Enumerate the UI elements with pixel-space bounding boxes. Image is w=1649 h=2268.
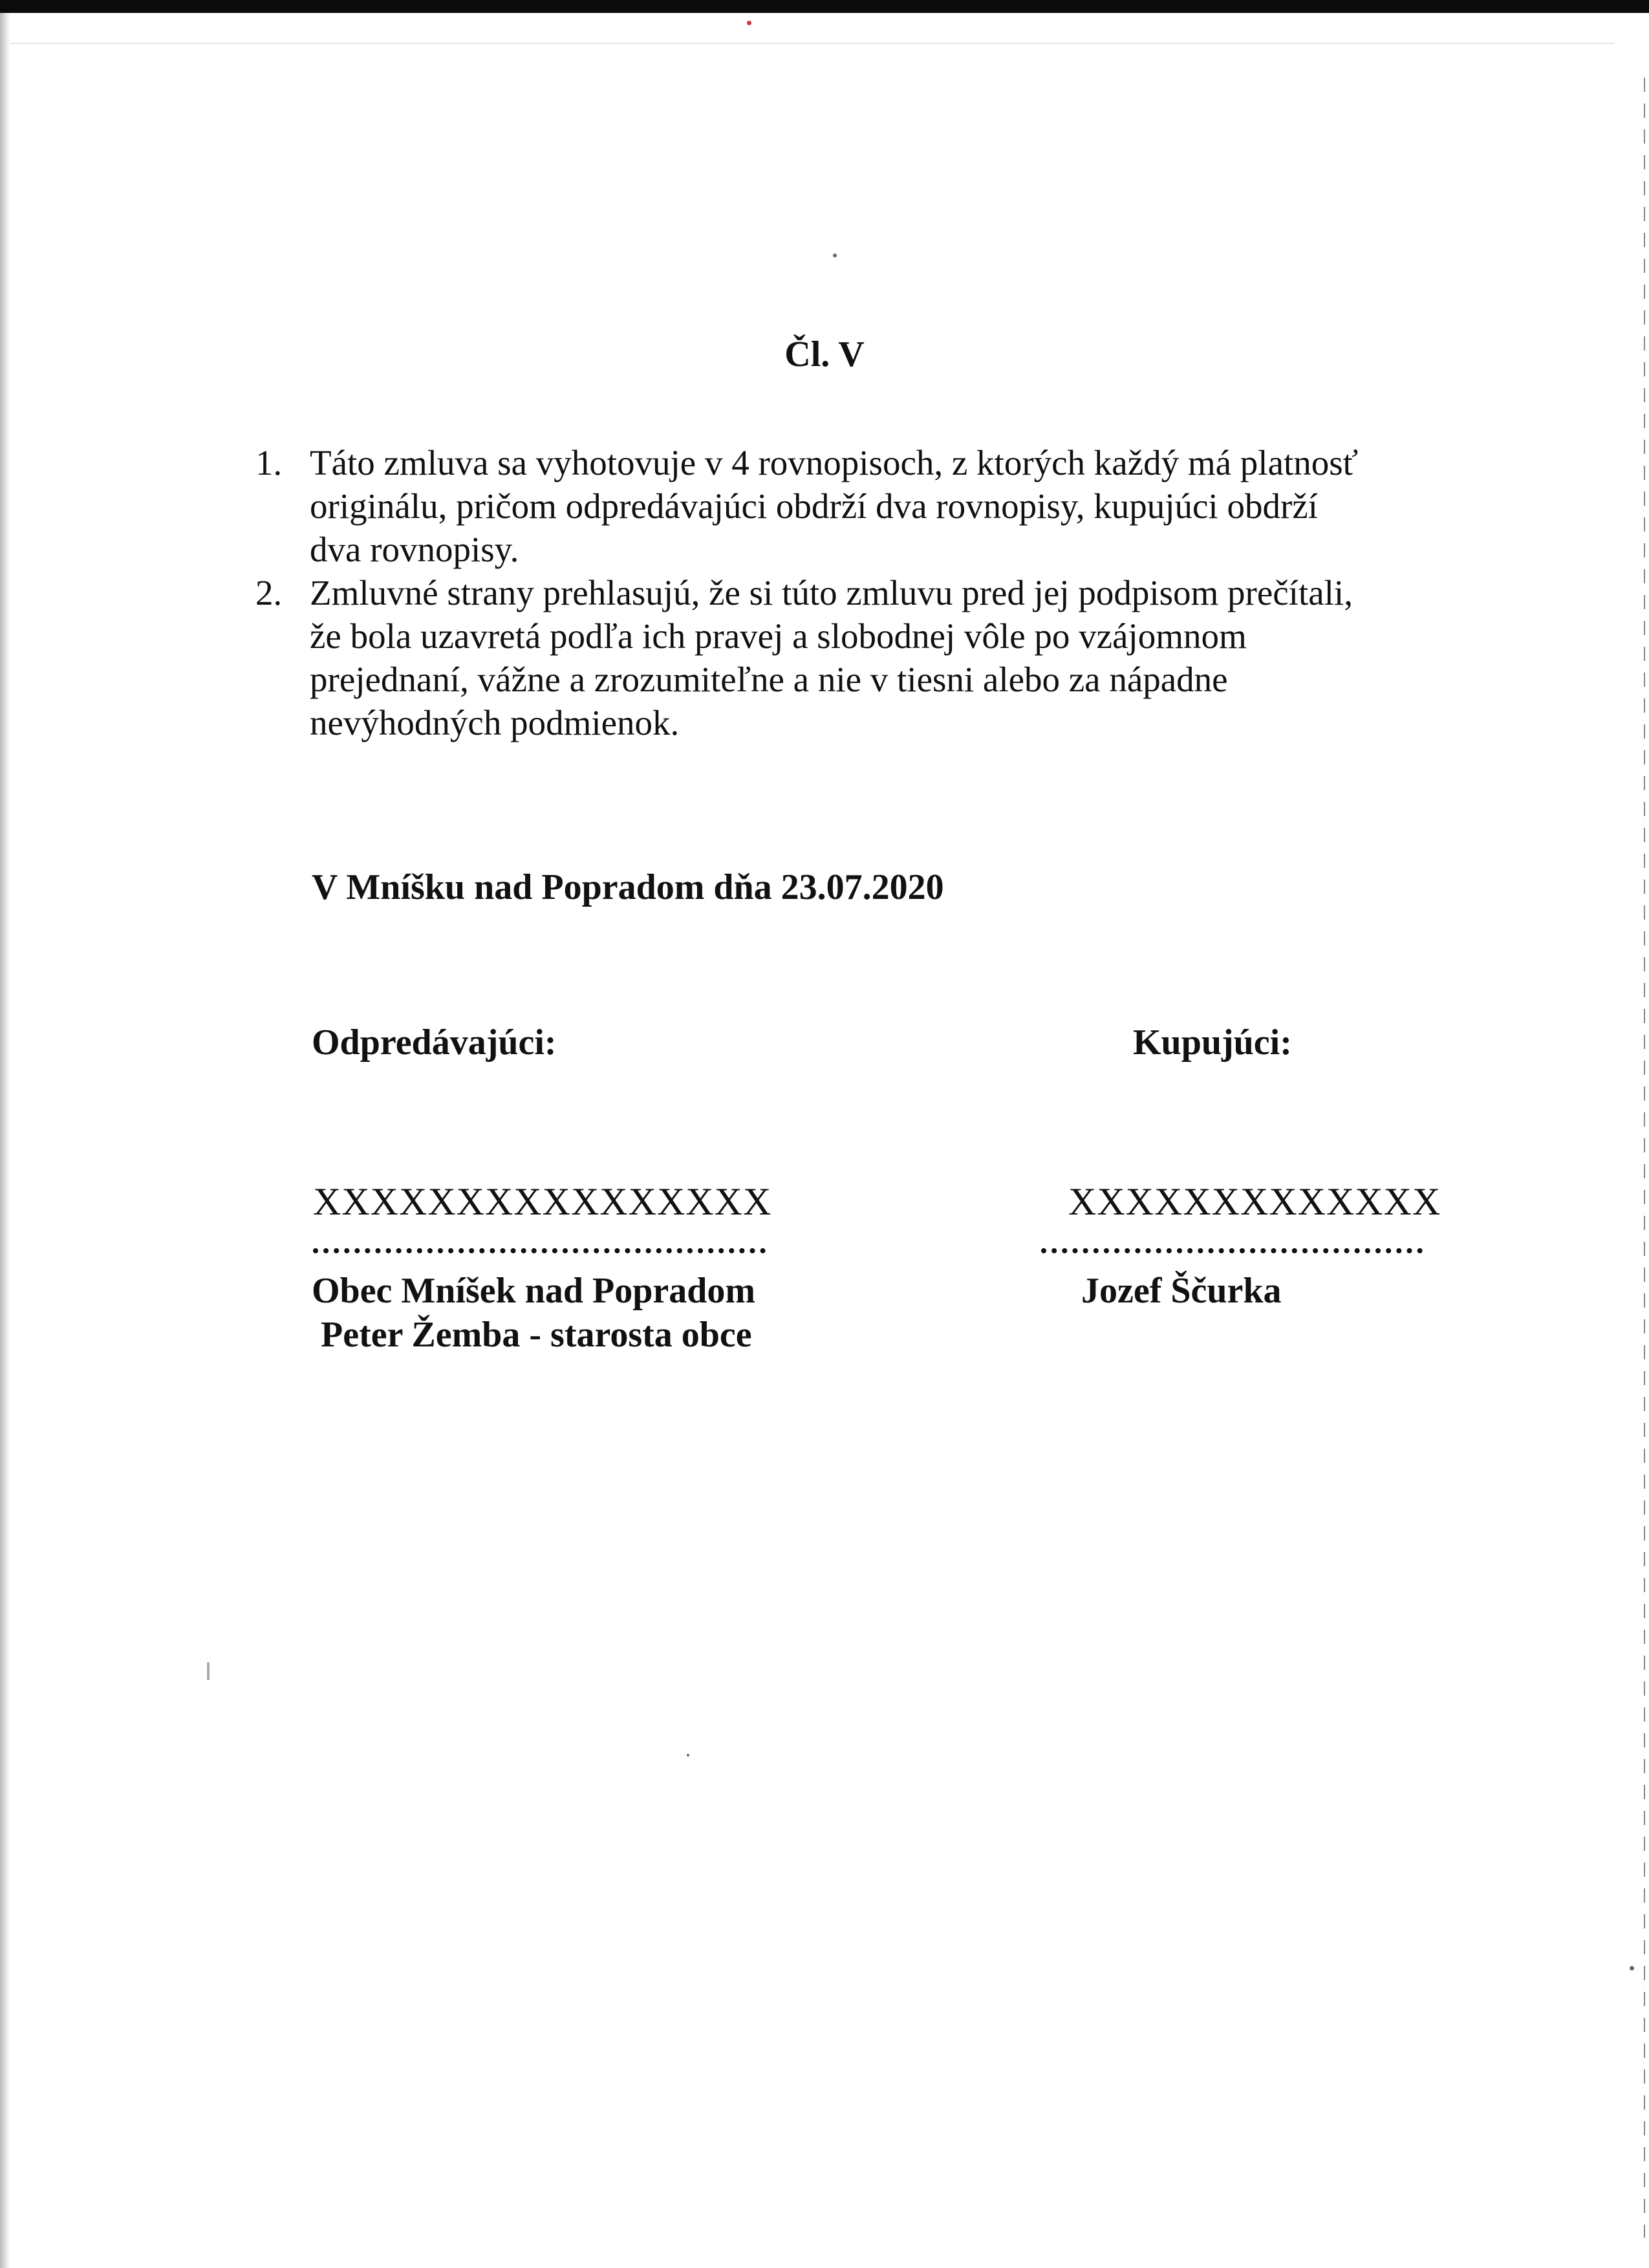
buyer-signature-redacted: XXXXXXXXXXXXX (1068, 1180, 1441, 1223)
clause-line: Zmluvné strany prehlasujú, že si túto zmluvu pred jej podpisom prečítali, (310, 573, 1353, 612)
clause-number: 1. (255, 443, 283, 482)
clause-item (255, 571, 1445, 744)
buyer-name: Jozef Ščurka (1081, 1271, 1282, 1311)
clause-line: Táto zmluva sa vyhotovuje v 4 rovnopisoch, z ktorých každý má platnosť (310, 443, 1359, 482)
clause-line: prejednaní, vážne a zrozumiteľne a nie v tiesni alebo za nápadne (310, 660, 1228, 699)
seller-representative: Peter Žemba - starosta obce (321, 1315, 752, 1355)
buyer-signature-line (1041, 1248, 1423, 1253)
clause-number: 2. (255, 573, 283, 612)
buyer-label: Kupujúci: (1133, 1022, 1292, 1063)
article-heading: Čl. V (784, 334, 865, 374)
clause-line: že bola uzavretá podľa ich pravej a slobodnej vôle po vzájomnom (310, 616, 1247, 656)
clause-list (255, 441, 1445, 744)
scan-edge-right (1644, 78, 1645, 2238)
scan-speck (833, 254, 837, 257)
clause-item (255, 441, 1445, 571)
seller-label: Odpredávajúci: (312, 1022, 557, 1063)
clause-line: nevýhodných podmienok. (310, 703, 680, 742)
seller-name: Obec Mníšek nad Popradom (312, 1271, 756, 1311)
clause-line: originálu, pričom odpredávajúci obdrží dva rovnopisy, kupujúci obdrží (310, 486, 1318, 526)
scan-shadow-line (10, 43, 1614, 44)
seller-signature-line (313, 1248, 766, 1253)
scan-speck (207, 1662, 210, 1680)
scan-border-top (0, 0, 1649, 13)
clause-line: dva rovnopisy. (310, 530, 519, 569)
place-and-date: V Mníšku nad Popradom dňa 23.07.2020 (312, 867, 944, 907)
scan-speck (1630, 1966, 1634, 1971)
scan-speck (747, 21, 751, 25)
scan-speck (687, 1754, 689, 1756)
seller-signature-redacted: XXXXXXXXXXXXXXXX (313, 1180, 772, 1223)
